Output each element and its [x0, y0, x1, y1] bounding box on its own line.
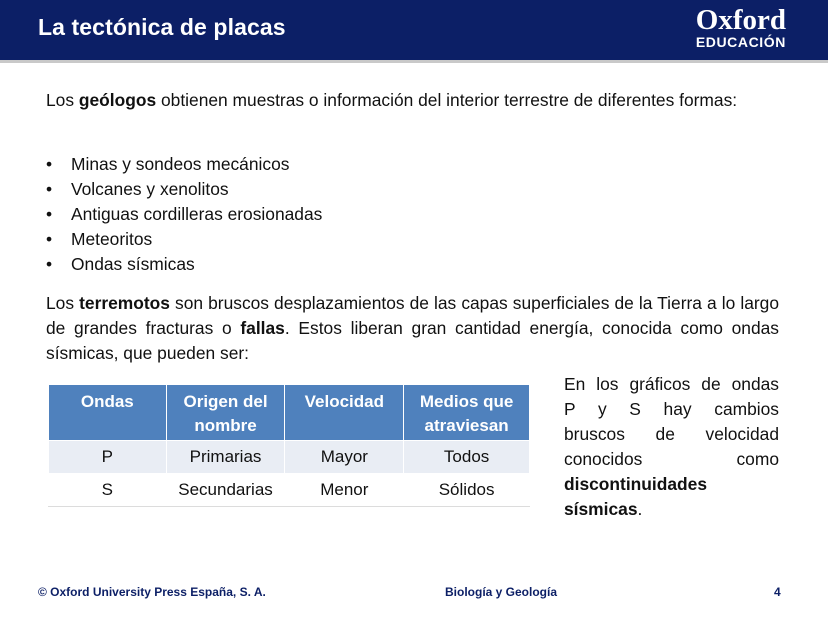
footer-copyright: © Oxford University Press España, S. A. [38, 585, 266, 599]
term-geologos: geólogos [78, 90, 157, 110]
table-cell: Primarias [166, 441, 285, 474]
header-bar [0, 0, 828, 60]
term-discontinuidades: discontinuidades [564, 474, 708, 494]
table-row [49, 441, 530, 474]
table-cell: Sólidos [404, 474, 530, 507]
column-header: Velocidad [285, 385, 404, 441]
column-header: Origen del nombre [166, 385, 285, 441]
bullet-icon: • [46, 254, 53, 274]
list-item: • Volcanes y xenolitos [46, 177, 322, 202]
term-sismicas: sísmicas [564, 499, 638, 519]
page-title: La tectónica de placas [38, 14, 286, 40]
side-note-line: bruscos de velocidad [564, 424, 779, 444]
list-item: • Minas y sondeos mecánicos [46, 152, 322, 177]
logo-wordmark: Oxford [695, 4, 786, 36]
footer-subject: Biología y Geología [445, 585, 558, 599]
logo-subtitle: EDUCACIÓN [695, 34, 786, 50]
header-divider [0, 60, 828, 63]
bullet-icon: • [46, 179, 53, 199]
oxford-logo [696, 6, 786, 50]
earthquakes-paragraph: Los terremotos son bruscos desplazamientos de las capas superficiales de la Tierra a lo largo de grandes fracturas o fallas. Estos liberan gran cantidad energía, conocida como ondas sísmicas, que pueden ser: [46, 293, 779, 363]
intro-paragraph: Los geólogos obtienen muestras o información del interior terrestre de diferentes formas: [46, 90, 738, 110]
table-cell: S [49, 474, 167, 507]
column-header: Ondas [49, 385, 167, 441]
term-fallas: fallas [240, 318, 285, 338]
list-item: • Meteoritos [46, 227, 322, 252]
side-note-line: En los gráficos de ondas [564, 374, 779, 394]
table-row [49, 474, 530, 507]
page-number: 4 [774, 585, 781, 599]
seismic-waves-table [48, 384, 530, 507]
bullet-icon: • [46, 204, 53, 224]
table-cell: Todos [404, 441, 530, 474]
side-note-line: conocidos como [564, 449, 779, 469]
table-cell: Secundarias [166, 474, 285, 507]
bullet-icon: • [46, 229, 53, 249]
table-header-row [49, 385, 530, 441]
side-note [564, 372, 779, 522]
table-cell: Mayor [285, 441, 404, 474]
list-item: • Antiguas cordilleras erosionadas [46, 202, 322, 227]
table-cell: P [49, 441, 167, 474]
list-item: • Ondas sísmicas [46, 252, 322, 277]
side-note-line: P y S hay cambios [564, 399, 779, 419]
term-terremotos: terremotos [79, 293, 170, 313]
column-header: Medios que atraviesan [404, 385, 530, 441]
bullet-icon: • [46, 154, 53, 174]
sources-list [46, 152, 322, 277]
table-cell: Menor [285, 474, 404, 507]
side-note-line: sísmicas. [564, 499, 643, 519]
